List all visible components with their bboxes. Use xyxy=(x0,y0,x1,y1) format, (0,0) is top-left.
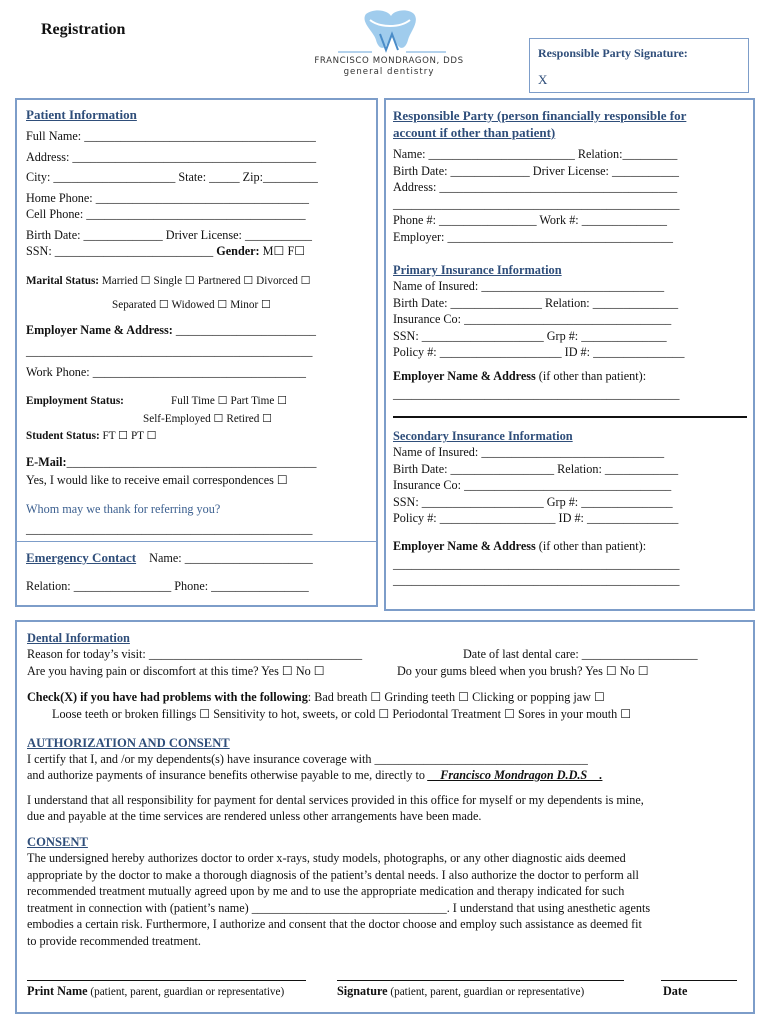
responsible-party-title-line1: Responsible Party (person financially responsible for xyxy=(393,108,687,123)
marital-status-row1 xyxy=(26,274,311,288)
emergency-contact-title: Emergency Contact xyxy=(26,550,137,565)
emergency-relation-phone-field[interactable]: Relation: ________________ Phone: ________________ xyxy=(26,579,309,593)
employer-label: Employer Name & Address: xyxy=(26,323,173,337)
consent-title: CONSENT xyxy=(27,835,88,849)
primary-insurance-title: Primary Insurance Information xyxy=(393,263,562,277)
si-employer-field-line2[interactable]: _______________________________________________ xyxy=(393,573,680,587)
patient-info-title: Patient Information xyxy=(26,107,137,122)
consent-text xyxy=(27,851,650,950)
insurance-coverage-field[interactable]: I certify that I, and /or my dependents(s) have insurance coverage with ___________________________________ xyxy=(27,752,588,766)
logo-subtitle: general dentistry xyxy=(343,67,435,77)
tooth-logo-icon xyxy=(296,6,482,56)
consent-line: appropriate by the doctor to make a thorough diagnosis of the patient’s dental needs. I also authorize the doctor to perform all xyxy=(27,867,639,882)
referral-question: Whom may we thank for referring you? xyxy=(26,502,221,516)
email-consent-checkbox[interactable]: Yes, I would like to receive email correspondences ☐ xyxy=(26,473,288,487)
payment-authorization-text: and authorize payments of insurance benefits otherwise payable to me, directly to xyxy=(27,768,425,782)
patient-fields xyxy=(26,129,318,261)
email-field[interactable]: _________________________________________ xyxy=(66,455,317,469)
pain-question[interactable]: Are you having pain or discomfort at this time? Yes ☐ No ☐ xyxy=(27,664,325,678)
si-birth-relation-field[interactable]: Birth Date: _________________ Relation: ____________ xyxy=(393,461,679,476)
work-phone-field[interactable]: Work Phone: ___________________________________ xyxy=(26,365,307,379)
print-name-note: (patient, parent, guardian or representative) xyxy=(87,986,285,998)
marital-options-row2[interactable]: Separated ☐ Widowed ☐ Minor ☐ xyxy=(112,299,271,311)
signature-note: (patient, parent, guardian or representative) xyxy=(387,986,585,998)
problems-check-label: Check(X) if you have had problems with the following xyxy=(27,690,308,704)
responsible-signature-box[interactable] xyxy=(529,38,749,93)
employment-options-row2[interactable]: Self-Employed ☐ Retired ☐ xyxy=(143,413,273,425)
cell-phone-field[interactable]: Cell Phone: ____________________________________ xyxy=(26,207,306,221)
ssn-gender-row xyxy=(26,244,318,261)
marital-options-row1[interactable]: Married ☐ Single ☐ Partnered ☐ Divorced ☐ xyxy=(101,275,311,287)
city-state-zip-field[interactable]: City: ____________________ State: _____ Zip:_________ xyxy=(26,170,318,184)
rp-address-field-line2[interactable]: _______________________________________________ xyxy=(393,196,680,211)
employer-field[interactable]: _______________________ xyxy=(172,323,317,337)
pi-birth-relation-field[interactable]: Birth Date: _______________ Relation: ______________ xyxy=(393,295,679,310)
last-care-date-field[interactable]: Date of last dental care: ___________________ xyxy=(463,647,698,661)
logo-practice-name: FRANCISCO MONDRAGON, DDS xyxy=(314,56,464,66)
si-ssn-grp-field[interactable]: SSN: ____________________ Grp #: _______________ xyxy=(393,494,673,509)
employment-options-row1[interactable]: Full Time ☐ Part Time ☐ xyxy=(171,395,288,407)
si-company-field[interactable]: Insurance Co: __________________________________ xyxy=(393,478,672,492)
si-employer-row xyxy=(393,539,646,554)
emergency-name-field[interactable]: Name: _____________________ xyxy=(149,551,313,565)
pi-policy-id-field[interactable]: Policy #: ____________________ ID #: _______________ xyxy=(393,345,685,359)
employment-status-row1 xyxy=(26,394,124,408)
si-insured-field[interactable]: Name of Insured: ______________________________ xyxy=(393,445,665,459)
gender-label: Gender: xyxy=(216,244,260,258)
dental-info-title: Dental Information xyxy=(27,631,130,645)
patient-name-consent-field[interactable]: treatment in connection with (patient’s name) ________________________________. I understand that using anesthetic agents xyxy=(27,900,651,915)
pi-ssn-grp-field[interactable]: SSN: ____________________ Grp #: ______________ xyxy=(393,328,667,343)
full-name-field[interactable]: Full Name: ______________________________________ xyxy=(26,129,316,143)
responsible-party-title-line2: account if other than patient) xyxy=(393,125,556,140)
student-status-label: Student Status: xyxy=(26,430,100,442)
emergency-divider xyxy=(17,541,376,542)
student-status-row xyxy=(26,429,157,443)
secondary-insurance-fields xyxy=(393,445,678,528)
pi-employer-row xyxy=(393,369,646,384)
emergency-name-row xyxy=(26,550,313,566)
problems-row1 xyxy=(27,690,605,705)
rp-address-field[interactable]: Address: _______________________________________ xyxy=(393,180,678,194)
consent-line: recommended treatment mutually agreed upon by me and to use the appropriate medication and therapy indicated for such xyxy=(27,884,625,898)
responsible-party-title xyxy=(393,107,686,141)
rp-phone-work-field[interactable]: Phone #: ________________ Work #: ______________ xyxy=(393,213,668,227)
primary-insurance-fields xyxy=(393,279,684,362)
visit-reason-field[interactable]: Reason for today’s visit: ___________________________________ xyxy=(27,647,363,661)
ssn-field[interactable]: SSN: __________________________ xyxy=(26,244,217,258)
si-employer-label: Employer Name & Address xyxy=(393,539,536,553)
pi-employer-note: (if other than patient): xyxy=(535,369,647,383)
problems-options-row2[interactable]: Loose teeth or broken fillings ☐ Sensitivity to hot, sweets, or cold ☐ Periodontal Treatment ☐ Sores in your mouth ☐ xyxy=(52,707,632,721)
page-title: Registration xyxy=(41,21,126,38)
birth-date-license-field[interactable]: Birth Date: _____________ Driver License: ___________ xyxy=(26,227,313,242)
insurance-divider xyxy=(393,416,747,418)
employer-row xyxy=(26,323,316,338)
rp-birth-license-field[interactable]: Birth Date: _____________ Driver License: ___________ xyxy=(393,163,680,178)
employer-field-line2[interactable]: _______________________________________________ xyxy=(26,344,313,358)
home-phone-field[interactable]: Home Phone: ___________________________________ xyxy=(26,190,310,205)
si-policy-id-field[interactable]: Policy #: ___________________ ID #: _______________ xyxy=(393,511,679,525)
signature-label-row xyxy=(337,984,584,999)
si-employer-field[interactable]: _______________________________________________ xyxy=(393,557,680,571)
signature-x-mark: X xyxy=(538,72,548,87)
pi-company-field[interactable]: Insurance Co: __________________________________ xyxy=(393,312,672,326)
consent-line: The undersigned hereby authorizes doctor to order x-rays, study models, photographs, or any other diagnostic aids deemed xyxy=(27,851,626,865)
print-name-label-row xyxy=(27,984,284,999)
rp-name-relation-field[interactable]: Name: ________________________ Relation:_________ xyxy=(393,147,678,161)
secondary-insurance-title: Secondary Insurance Information xyxy=(393,429,573,443)
gender-options[interactable]: M☐ F☐ xyxy=(259,244,306,258)
payee-name: __Francisco Mondragon D.D.S__. xyxy=(428,768,603,782)
signature-line[interactable] xyxy=(337,980,624,981)
gums-question[interactable]: Do your gums bleed when you brush? Yes ☐ No ☐ xyxy=(397,664,649,678)
responsible-fields xyxy=(393,147,679,246)
student-options[interactable]: FT ☐ PT ☐ xyxy=(99,430,157,442)
referral-field[interactable]: _______________________________________________ xyxy=(26,522,313,536)
pi-employer-field[interactable]: _______________________________________________ xyxy=(393,387,680,401)
marital-status-label: Marital Status: xyxy=(26,275,100,287)
email-label: E-Mail: xyxy=(26,455,67,469)
responsibility-text-line1: I understand that all responsibility for payment for dental services provided in this office for myself or my dependents is mine, xyxy=(27,793,644,807)
responsibility-text-line2: due and payable at the time services are rendered unless other arrangements have been made. xyxy=(27,809,482,823)
pi-insured-field[interactable]: Name of Insured: ______________________________ xyxy=(393,279,665,293)
email-row xyxy=(26,455,316,470)
pi-employer-label: Employer Name & Address xyxy=(393,369,536,383)
si-employer-note: (if other than patient): xyxy=(535,539,647,553)
consent-line: embodies a certain risk. Furthermore, I authorize and consent that the doctor choose and employ such assistance as deemed fit xyxy=(27,917,642,931)
consent-line: to provide recommended treatment. xyxy=(27,933,201,948)
employment-status-label: Employment Status: xyxy=(26,395,124,407)
address-field[interactable]: Address: ________________________________________ xyxy=(26,149,317,164)
rp-employer-field[interactable]: Employer: _____________________________________ xyxy=(393,229,673,244)
print-name-label: Print Name xyxy=(27,984,88,998)
date-label: Date xyxy=(663,984,688,998)
responsible-signature-label: Responsible Party Signature: xyxy=(538,46,688,60)
practice-logo xyxy=(296,6,482,80)
print-name-line[interactable] xyxy=(27,980,306,981)
date-line[interactable] xyxy=(661,980,737,981)
signature-label: Signature xyxy=(337,984,388,998)
authorization-title: AUTHORIZATION AND CONSENT xyxy=(27,736,230,750)
problems-options-row1[interactable]: : Bad breath ☐ Grinding teeth ☐ Clicking or popping jaw ☐ xyxy=(307,690,605,704)
payment-authorization-row xyxy=(27,768,602,783)
